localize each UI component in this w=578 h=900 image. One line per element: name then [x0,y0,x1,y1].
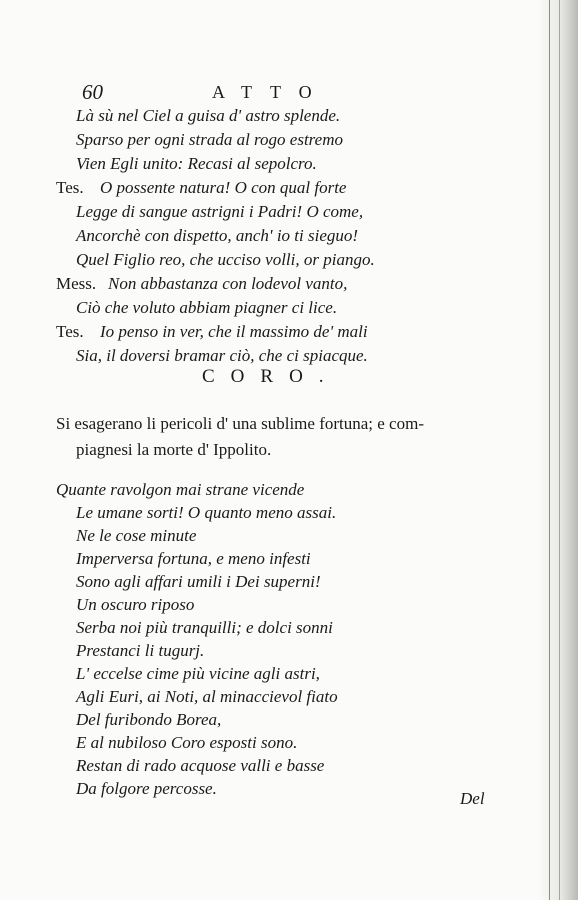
verse-line: L' eccelse cime più vicine agli astri, [76,664,320,683]
verse-line: Del furibondo Borea, [76,710,222,729]
page-number: 60 [82,80,103,104]
speaker-label: Tes. [56,178,84,197]
verse-line: Serba noi più tranquilli; e dolci sonni [76,618,333,637]
speaker-label: Tes. [56,322,84,341]
verse-line: E al nubiloso Coro esposti sono. [76,733,298,752]
verse-line: Restan di rado acquose valli e basse [76,756,325,775]
argument-line: Si esagerano li pericoli d' una sublime fortuna; e com- [56,414,424,433]
running-head: ATTO [212,82,330,102]
verse-line: Agli Euri, ai Noti, al minaccievol fiato [76,687,338,706]
verse-line: Prestanci li tugurj. [76,641,205,660]
book-page: 60 ATTO Là sù nel Ciel a guisa d' astro splende. Sparso per ogni strada al rogo estremo Vien Egli unito: Recasi al sepolcro. Tes. O possente natura! O con qual forte Legge di sangue astrigni i Padri! O come, Ancorchè con dispetto, anch' io ti sieguo! Quel Figlio reo, che ucciso volli, or piango. Mess. Non abbastanza con lodevol vanto, Ciò che voluto abbiam piagner ci lice. Tes. Io penso in ver, che il massimo de' mali Sia, il doversi bramar ciò, che ci spiacque. CORO. Si esagerano li pericoli d' una sublime fortuna; e com- piagnesi la morte d' Ippolito. Quante ravolgon mai strane vicende Le umane sorti! O quanto meno assai. Ne le cose minute Imperversa fortuna, e meno infesti Sono agli affari umili i Dei superni! Un oscuro riposo Serba noi più tranquilli; e dolci sonni Prestanci li tugurj. L' eccelse cime più vicine agli astri, Agli Euri, ai Noti, al minaccievol fiato Del furibondo Borea, E al nubiloso Coro esposti sono. Restan di rado acquose valli e basse Da folgore percosse. Del [0,0,578,900]
catchword: Del [460,789,485,808]
speaker-label: Mess. [56,274,97,293]
verse-line: Sono agli affari umili i Dei superni! [76,572,321,591]
page-gutter [538,0,578,900]
verse-line: Da folgore percosse. [76,779,217,798]
verse-line: Quante ravolgon mai strane vicende [56,480,305,499]
page-header [82,80,482,104]
verse-line: Imperversa fortuna, e meno infesti [76,549,311,568]
argument-line: piagnesi la morte d' Ippolito. [76,440,272,459]
gutter-edge [549,0,550,900]
gutter-edge-inner [559,0,560,900]
verse-line: Un oscuro riposo [76,595,195,614]
section-title: CORO. [202,366,340,387]
verse-line: Ne le cose minute [76,526,197,545]
verse-line: Le umane sorti! O quanto meno assai. [76,503,337,522]
